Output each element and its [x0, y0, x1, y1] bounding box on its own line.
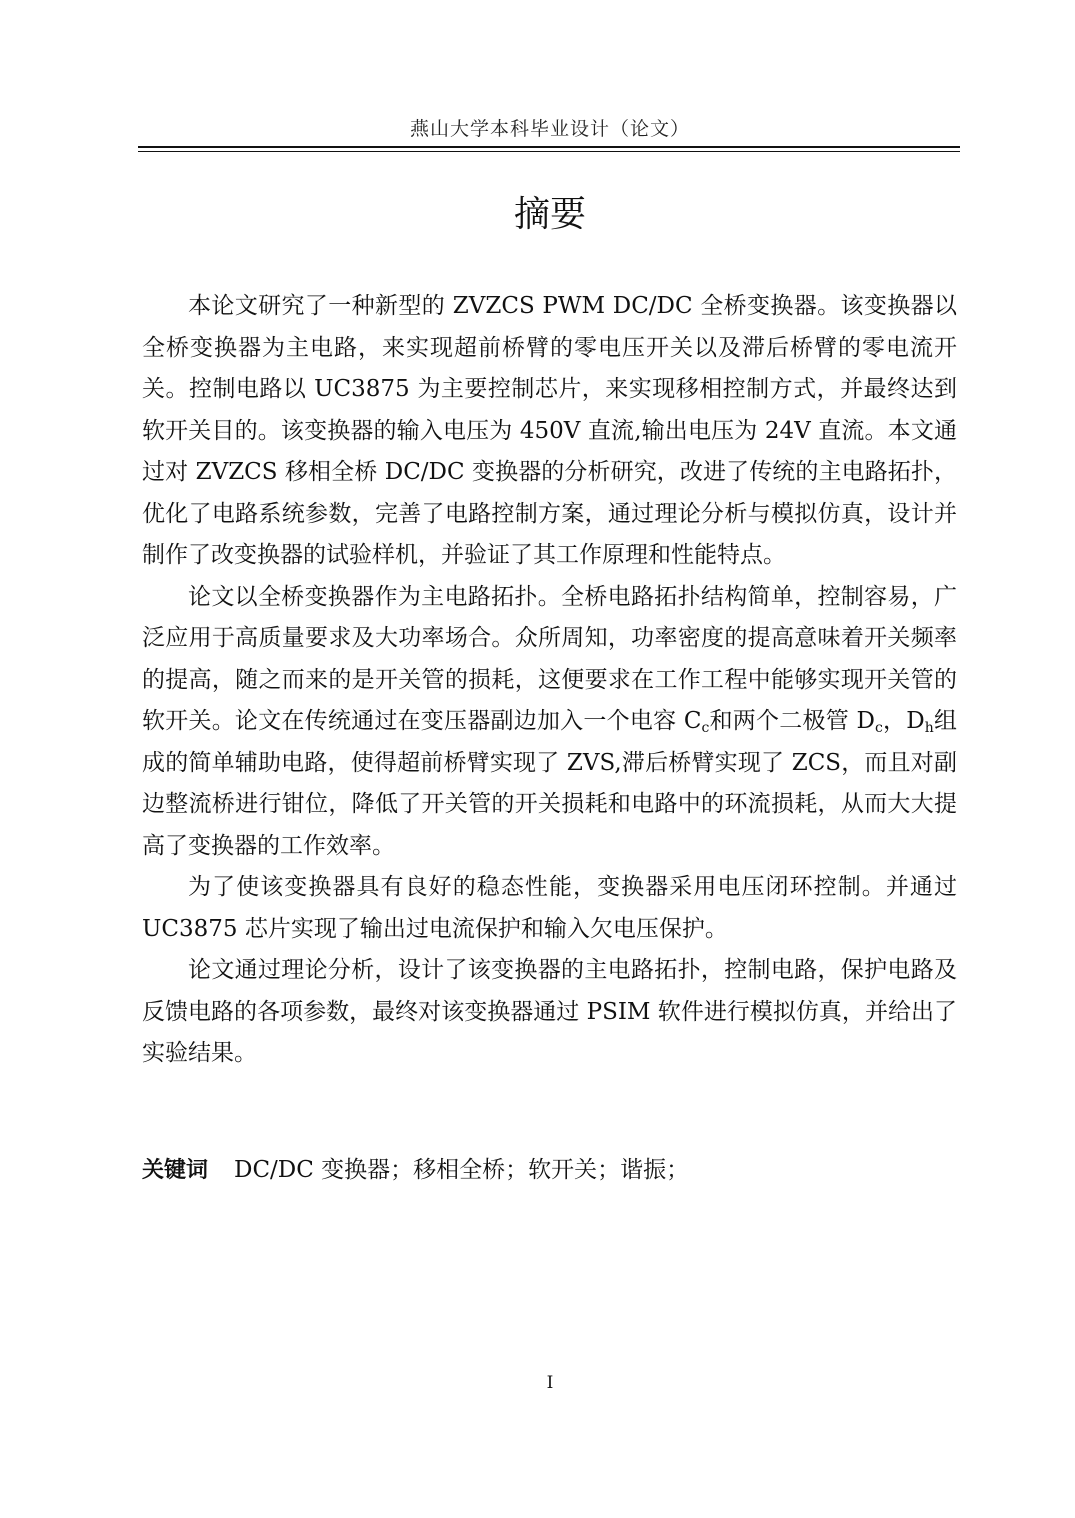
paragraph-text: 本论文研究了一种新型的 ZVZCS PWM DC/DC 全桥变换器。该变换器以全桥变换器为主电路，来实现超前桥臂的零电压开关以及滞后桥臂的零电流开关。控制电路以 UC3875 为主要控制芯片，来实现移相控制方式，并最终达到软开关目的。该变换器的输入电压为 450V 直流,输出电压为 24V 直流。本文通过对 ZVZCS 移相全桥 DC/DC 变换器的分析研究，改进了传统的主电路拓扑，优化了电路系统参数，完善了电路控制方案，通过理论分析与模拟仿真，设计并制作了改变换器的试验样机，并验证了其工作原理和性能特点。 — [142, 293, 957, 568]
abstract-title: 摘要 — [513, 194, 586, 235]
paragraph-text: 论文通过理论分析，设计了该变换器的主电路拓扑，控制电路，保护电路及反馈电路的各项参数，最终对该变换器通过 PSIM 软件进行模拟仿真，并给出了实验结果。 — [142, 957, 957, 1066]
keywords-text: DC/DC 变换器；移相全桥；软开关；谐振； — [234, 1157, 690, 1183]
paragraph-text: 为了使该变换器具有良好的稳态性能，变换器采用电压闭环控制。并通过 UC3875 芯片实现了输出过电流保护和输入欠电压保护。 — [142, 874, 957, 942]
paragraph-text: 和两个二极管 D — [709, 708, 875, 734]
abstract-paragraph-2 — [142, 577, 957, 868]
abstract-paragraph-3 — [142, 867, 957, 950]
running-header: 燕山大学本科毕业设计（论文） — [409, 118, 690, 140]
subscript: c — [701, 720, 710, 736]
header-rule-thick — [138, 146, 960, 148]
abstract-paragraph-1 — [142, 286, 957, 577]
subscript: c — [874, 720, 883, 736]
paragraph-text: ，D — [882, 708, 925, 734]
abstract-paragraph-4 — [142, 950, 957, 1075]
header-rule-thin — [138, 151, 960, 152]
paragraph-text: 论文以全桥变换器作为主电路拓扑。全桥电路拓扑结构简单，控制容易，广泛应用于高质量要求及大功率场合。众所周知，功率密度的提高意味着开关频率的提高，随之而来的是开关管的损耗，这便要求在工作工程中能够实现开关管的软开关。论文在传统通过在变压器副边加入一个电容 C — [142, 583, 957, 734]
subscript: h — [924, 720, 934, 736]
abstract-body — [142, 286, 957, 1075]
page-number: I — [546, 1373, 554, 1393]
paragraph-text: 组成的简单辅助电路，使得超前桥臂实现了 ZVS,滞后桥臂实现了 ZCS，而且对副边整流桥进行钳位，降低了开关管的开关损耗和电路中的环流损耗，从而大大提高了变换器的工作效率。 — [142, 708, 957, 859]
keywords-label: 关键词 — [142, 1158, 209, 1183]
keywords-line — [142, 1150, 957, 1192]
